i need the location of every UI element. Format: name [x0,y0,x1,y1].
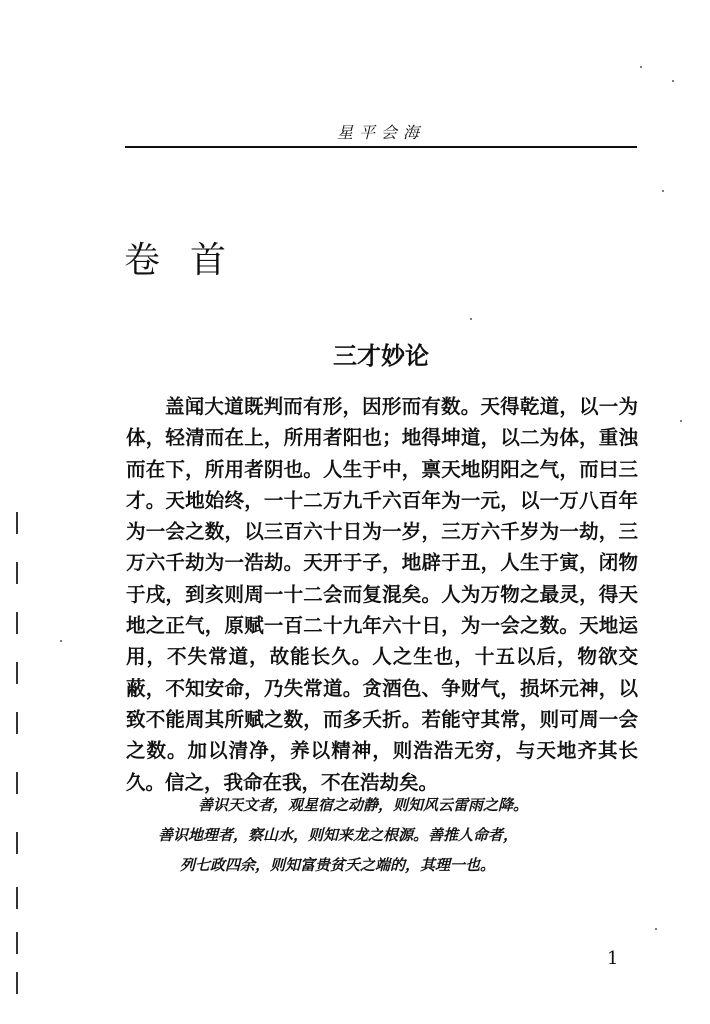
annotation-line: 善识地理者，察山水，则知来龙之根源。善推人命者， [158,826,519,844]
margin-mark [16,887,18,909]
body-text [126,391,638,798]
margin-mark [16,772,18,794]
chapter-title: 卷首 [124,240,257,281]
margin-mark [16,712,18,734]
scan-speck [680,420,682,422]
scan-speck [60,640,62,642]
scan-margin-marks [16,512,20,1002]
margin-mark [16,662,18,684]
margin-mark [16,612,18,634]
body-paragraph: 盖闻大道既判而有形，因形而有数。天得乾道，以一为体，轻清而在上，所用者阳也；地得坤道，以二为体，重浊而在下，所用者阴也。人生于中，禀天地阴阳之气，而曰三才。天地始终，一十二万九千六百年为一元，以一万八百年为一会之数，以三百六十日为一岁，三万六千岁为一劫，三万六千劫为一浩劫。天开于子，地辟于丑，人生于寅，闭物于戌，到亥则周一十二会而复混矣。人为万物之最灵，得天地之正气，原赋一百二十九年六十日，为一会之数。天地运用，不失常道，故能长久。人之生也，十五以后，物欲交蔽，不知安命，乃失常道。贪酒色、争财气，损坏元神，以致不能周其所赋之数，而多夭折。若能守其常，则可周一会之数。加以清净，养以精神，则浩浩无穷，与天地齐其长久。信之，我命在我，不在浩劫矣。 [126,395,638,794]
margin-mark [16,972,18,994]
page-number: 1 [607,948,619,969]
annotation-line: 列七政四余，则知富贵贫夭之端的，其理一也。 [180,856,496,874]
section-title: 三才妙论 [333,342,429,370]
scan-speck [655,928,657,930]
scan-speck [640,66,642,68]
running-header: 星平会海 [336,123,425,142]
scan-speck [672,80,674,82]
margin-mark [16,512,18,534]
scan-speck [662,190,664,192]
margin-mark [16,562,18,584]
header-rule [125,146,637,148]
margin-mark [16,832,18,854]
margin-mark [16,932,18,954]
scan-speck [470,318,472,320]
annotation-line: 善识天文者，观星宿之动静，则知风云雷雨之降。 [198,796,529,814]
annotation-block [150,790,630,880]
